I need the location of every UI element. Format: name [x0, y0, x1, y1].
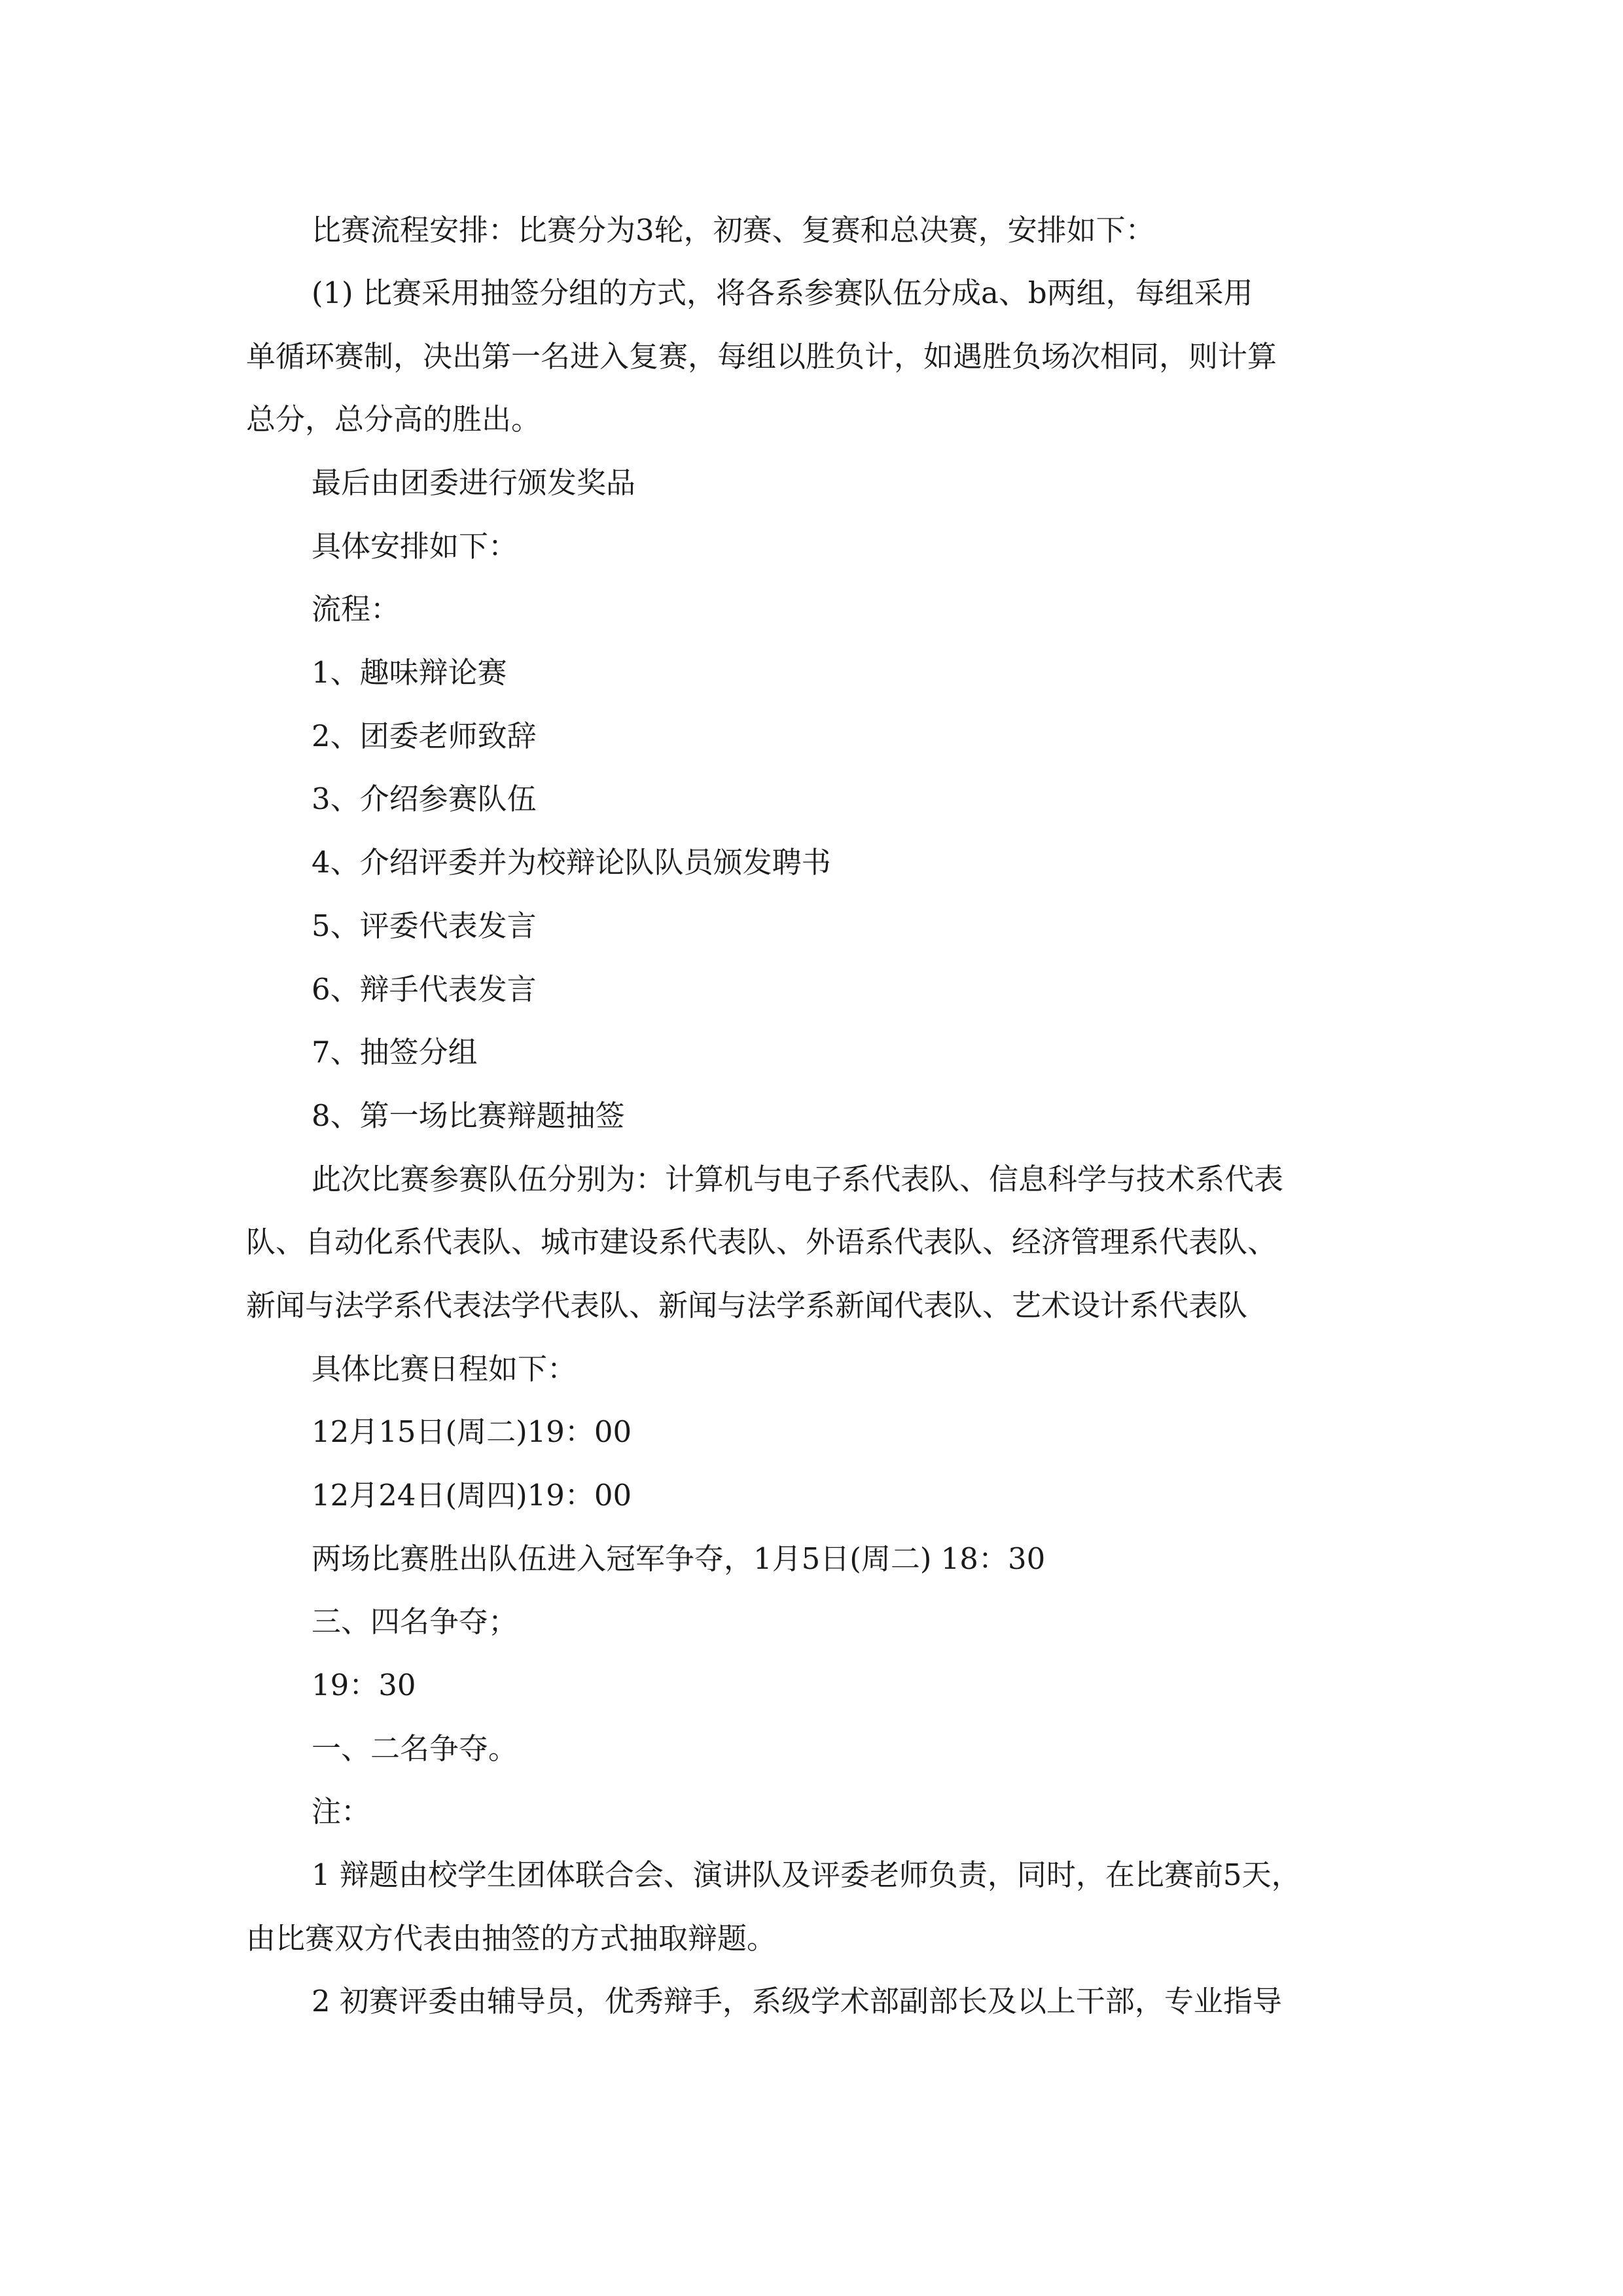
teams-line-3: 新闻与法学系代表法学代表队、新闻与法学系新闻代表队、艺术设计系代表队	[246, 1288, 1248, 1323]
award-line: 最后由团委进行颁发奖品	[312, 465, 636, 500]
process-heading: 流程：	[312, 592, 401, 626]
schedule-intro: 比赛流程安排：比赛分为3轮，初赛、复赛和总决赛，安排如下：	[312, 213, 1155, 247]
rule-1-line-1: (1) 比赛采用抽签分组的方式，将各系参赛队伍分成a、b两组，每组采用	[312, 276, 1253, 310]
schedule-heading: 具体比赛日程如下：	[312, 1352, 577, 1386]
process-item-1: 1、趣味辩论赛	[312, 655, 507, 690]
schedule-date-2: 12月24日(周四)19：00	[312, 1478, 632, 1513]
arrangement-heading: 具体安排如下：	[312, 529, 518, 564]
notes-heading: 注：	[312, 1794, 371, 1829]
note-1-line-1: 1 辩题由校学生团体联合会、演讲队及评委老师负责，同时，在比赛前5天，	[312, 1857, 1301, 1892]
teams-line-1: 此次比赛参赛队伍分别为：计算机与电子系代表队、信息科学与技术系代表	[312, 1162, 1284, 1196]
first-second-place: 一、二名争夺。	[312, 1731, 518, 1766]
process-item-7: 7、抽签分组	[312, 1035, 478, 1069]
final-schedule: 两场比赛胜出队伍进入冠军争夺，1月5日(周二) 18：30	[312, 1541, 1046, 1576]
rule-1-line-2: 单循环赛制，决出第一名进入复赛，每组以胜负计，如遇胜负场次相同，则计算	[246, 339, 1277, 374]
process-item-6: 6、辩手代表发言	[312, 972, 537, 1007]
schedule-date-1: 12月15日(周二)19：00	[312, 1414, 632, 1449]
process-item-8: 8、第一场比赛辩题抽签	[312, 1098, 625, 1133]
note-2-line-1: 2 初赛评委由辅导员，优秀辩手，系级学术部副部长及以上干部，专业指导	[312, 1984, 1282, 2018]
process-item-4: 4、介绍评委并为校辩论队队员颁发聘书	[312, 845, 831, 880]
process-item-2: 2、团委老师致辞	[312, 719, 537, 753]
teams-line-2: 队、自动化系代表队、城市建设系代表队、外语系代表队、经济管理系代表队、	[246, 1225, 1277, 1259]
process-item-5: 5、评委代表发言	[312, 908, 537, 943]
final-time: 19：30	[312, 1668, 416, 1702]
rule-1-line-3: 总分，总分高的胜出。	[246, 402, 541, 437]
third-fourth-place: 三、四名争夺；	[312, 1604, 518, 1639]
note-1-line-2: 由比赛双方代表由抽签的方式抽取辩题。	[246, 1921, 777, 1956]
process-item-3: 3、介绍参赛队伍	[312, 781, 537, 816]
